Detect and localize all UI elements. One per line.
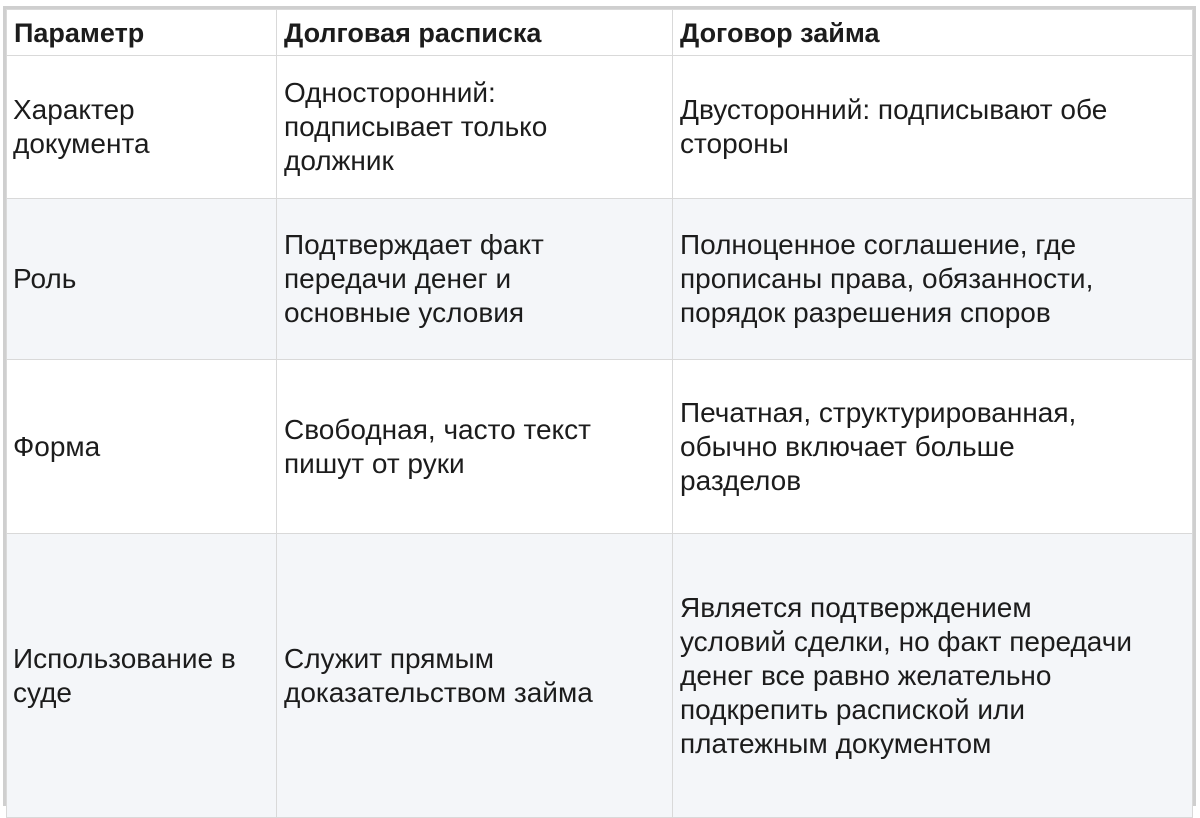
table-row <box>7 534 1193 818</box>
header-debt-receipt: Долговая расписка <box>277 10 673 56</box>
cell-parameter: Форма <box>7 360 277 534</box>
comparison-table-container <box>3 6 1196 806</box>
cell-parameter: Использование в суде <box>7 534 277 818</box>
cell-debt-receipt: Свободная, часто текст пишут от руки <box>277 360 673 534</box>
cell-loan-agreement: Полноценное соглашение, где прописаны права, обязанности, порядок разрешения споров <box>673 199 1193 360</box>
table-row <box>7 56 1193 199</box>
cell-loan-agreement: Печатная, структурированная, обычно включает больше разделов <box>673 360 1193 534</box>
header-loan-agreement: Договор займа <box>673 10 1193 56</box>
comparison-table <box>6 9 1193 818</box>
table-header-row <box>7 10 1193 56</box>
cell-debt-receipt: Подтверждает факт передачи денег и основные условия <box>277 199 673 360</box>
table-row <box>7 199 1193 360</box>
cell-parameter: Роль <box>7 199 277 360</box>
cell-parameter: Характер документа <box>7 56 277 199</box>
cell-loan-agreement: Двусторонний: подписывают обе стороны <box>673 56 1193 199</box>
table-row <box>7 360 1193 534</box>
cell-loan-agreement: Является подтверждением условий сделки, но факт передачи денег все равно желательно подкрепить распиской или платежным документом <box>673 534 1193 818</box>
header-parameter: Параметр <box>7 10 277 56</box>
cell-debt-receipt: Служит прямым доказательством займа <box>277 534 673 818</box>
cell-debt-receipt: Односторонний: подписывает только должник <box>277 56 673 199</box>
